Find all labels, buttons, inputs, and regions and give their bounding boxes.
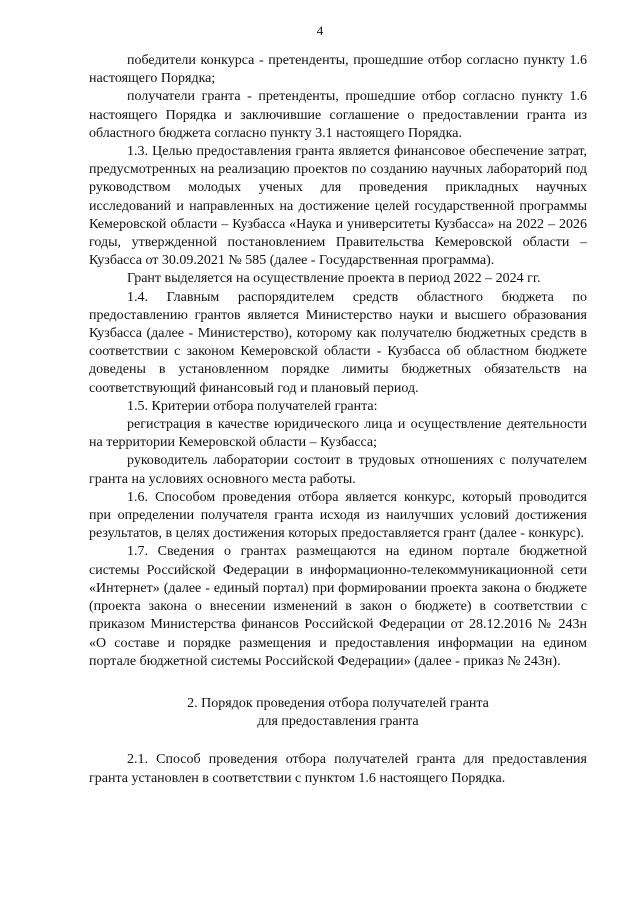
paragraph-1-7-information: 1.7. Сведения о грантах размещаются на едином портале бюджетной системы Российской Федерации в информационно-телекоммуникационной сети «Интернет» (далее - единый портал) при формировании проекта закона о бюджете (проекта закона о внесении изменений в закон о бюджете) в соответствии с приказом Министерства финансов Российской Федерации от 28.12.2016 № 243н «О составе и порядке размещения и предоставления информации на едином портале бюджетной системы Российской Федерации» (далее - приказ № 243н). (89, 544, 587, 669)
paragraph-criteria-registration: регистрация в качестве юридического лица и осуществление деятельности на территории Кемеровской области – Кузбасса; (89, 417, 587, 451)
paragraph-criteria-lab-head: руководитель лаборатории состоит в трудовых отношениях с получателем гранта на условиях основного места работы. (89, 453, 587, 487)
paragraph-2-1-selection-method: 2.1. Способ проведения отбора получателей гранта для предоставления гранта установлен в соответствии с пунктом 1.6 настоящего Порядка. (89, 752, 587, 786)
section-heading-line-1: 2. Порядок проведения отбора получателей гранта (187, 695, 489, 711)
section-heading-line-2: для предоставления гранта (257, 714, 419, 730)
paragraph-1-4-main-manager: 1.4. Главным распорядителем средств областного бюджета по предоставлению грантов является Министерство науки и высшего образования Кузбасса (далее - Министерство), которому как получателю бюджетных средств в соответствии с законом Кемеровской области - Кузбасса об областном бюджете доведены в установленном порядке лимиты бюджетных обязательств на соответствующий финансовый год и плановый период. (89, 289, 587, 396)
page-number: 4 (316, 23, 324, 38)
document-body (89, 52, 587, 788)
paragraph-grant-period: Грант выделяется на осуществление проекта в период 2022 – 2024 гг. (127, 271, 541, 287)
paragraph-1-6-method: 1.6. Способом проведения отбора является конкурс, который проводится при определении получателя гранта исходя из наилучших условий достижения результатов, в целях достижения которых предоставляется грант (далее - конкурс). (89, 489, 587, 542)
paragraph-winners-definition: победители конкурса - претенденты, прошедшие отбор согласно пункту 1.6 настоящего Порядка; (89, 53, 587, 87)
paragraph-recipients-definition: получатели гранта - претенденты, прошедшие отбор согласно пункту 1.6 настоящего Порядка и заключившие соглашение о предоставлении гранта из областного бюджета согласно пункту 3.1 настоящего Порядка. (89, 89, 587, 141)
section-2-heading (89, 695, 587, 731)
paragraph-1-3-purpose: 1.3. Целью предоставления гранта является финансовое обеспечение затрат, предусмотренных на реализацию проектов по созданию научных лабораторий под руководством молодых ученых для проведения прикладных научных исследований и направленных на достижение целей государственной программы Кемеровской области – Кузбасса «Наука и университеты Кузбасса» на 2022 – 2026 годы, утвержденной постановлением Правительства Кемеровской области – Кузбасса от 30.09.2021 № 585 (далее - Государственная программа). (89, 144, 587, 269)
paragraph-1-5-criteria: 1.5. Критерии отбора получателей гранта: (127, 398, 378, 414)
